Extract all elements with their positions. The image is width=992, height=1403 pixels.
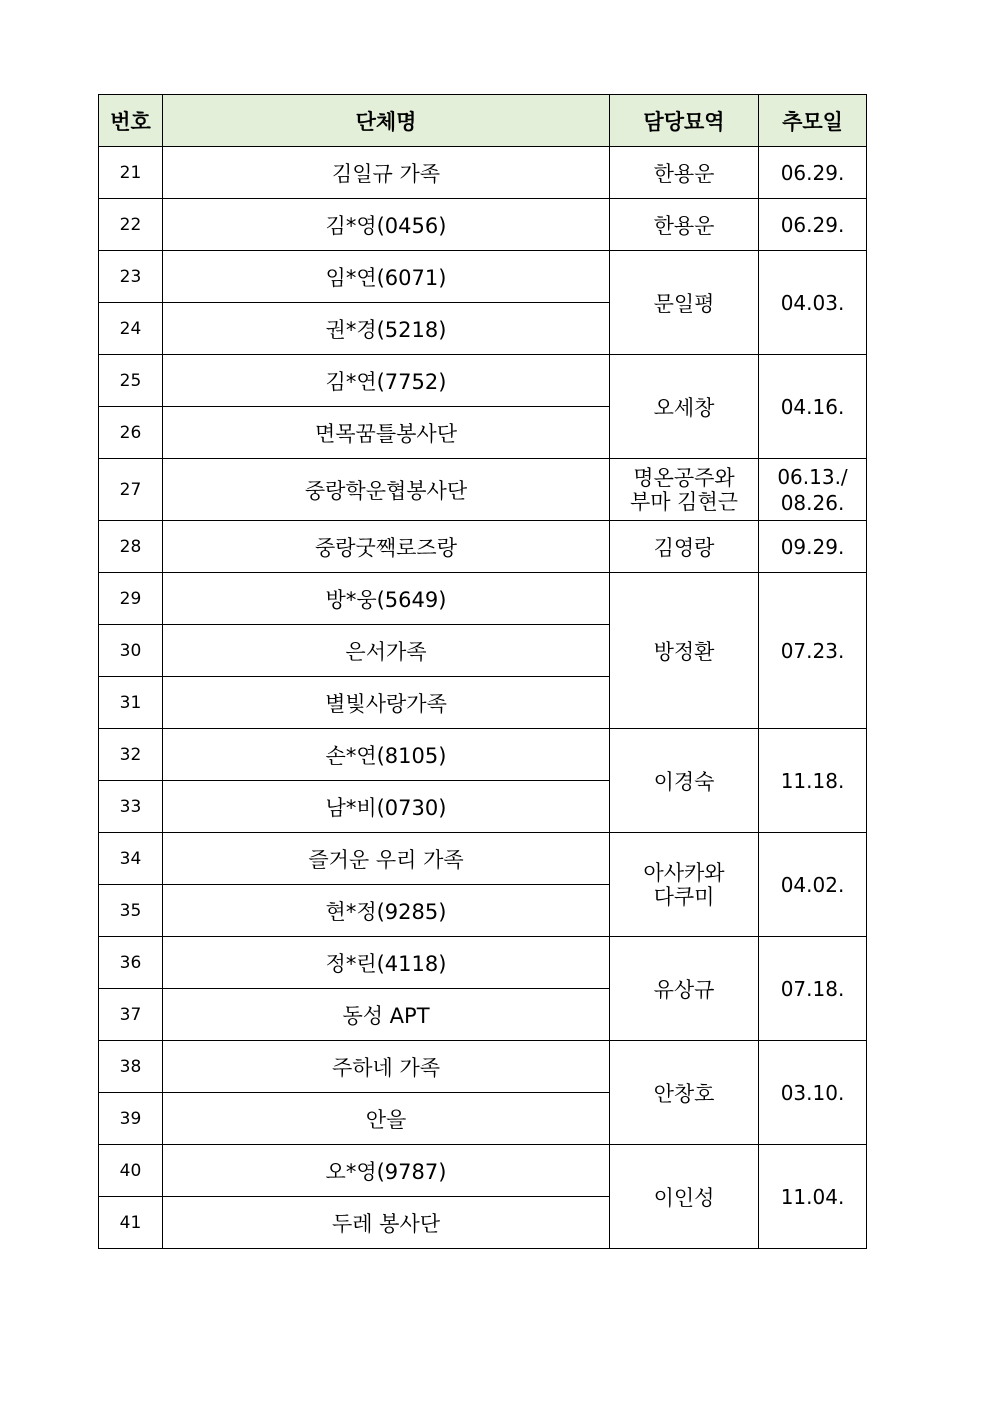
assigned-grave: 김영랑: [610, 521, 759, 573]
header-assigned-grave: 담당묘역: [610, 95, 759, 147]
group-name: 현*정(9285): [163, 885, 610, 937]
table-row: [99, 573, 867, 625]
memorial-date: [759, 459, 867, 521]
group-name: 은서가족: [163, 625, 610, 677]
row-number: 26: [99, 407, 163, 459]
group-name: 오*영(9787): [163, 1145, 610, 1197]
table-row: [99, 147, 867, 199]
assigned-grave-line: 부마 김현근: [629, 489, 739, 514]
assigned-grave: 문일평: [610, 251, 759, 355]
assigned-grave: 한용운: [610, 199, 759, 251]
memorial-date-line: 08.26.: [780, 490, 845, 515]
row-number: 30: [99, 625, 163, 677]
row-number: 37: [99, 989, 163, 1041]
memorial-date: 07.23.: [759, 573, 867, 729]
row-number: 41: [99, 1197, 163, 1249]
group-name: 김*영(0456): [163, 199, 610, 251]
group-name: 김*연(7752): [163, 355, 610, 407]
table-row: [99, 1145, 867, 1197]
row-number: 21: [99, 147, 163, 199]
row-number: 32: [99, 729, 163, 781]
memorial-roster-table: [98, 94, 867, 1249]
row-number: 31: [99, 677, 163, 729]
table-row: [99, 729, 867, 781]
header-number: 번호: [99, 95, 163, 147]
assigned-grave-line: 다쿠미: [653, 884, 715, 909]
table-row: [99, 521, 867, 573]
table-row: [99, 459, 867, 521]
group-name: 남*비(0730): [163, 781, 610, 833]
assigned-grave-line: 아사카와: [643, 860, 725, 885]
assigned-grave: [610, 459, 759, 521]
table-row: [99, 1041, 867, 1093]
row-number: 23: [99, 251, 163, 303]
group-name: 안을: [163, 1093, 610, 1145]
memorial-date: 03.10.: [759, 1041, 867, 1145]
row-number: 27: [99, 459, 163, 521]
assigned-grave: 이인성: [610, 1145, 759, 1249]
assigned-grave-line: 명온공주와: [633, 465, 735, 490]
group-name: 중랑학운협봉사단: [163, 459, 610, 521]
memorial-date: 09.29.: [759, 521, 867, 573]
header-memorial-date: 추모일: [759, 95, 867, 147]
group-name: 정*린(4118): [163, 937, 610, 989]
assigned-grave: 오세창: [610, 355, 759, 459]
memorial-date-line: 06.13./: [777, 464, 848, 489]
memorial-date: 11.18.: [759, 729, 867, 833]
group-name: 두레 봉사단: [163, 1197, 610, 1249]
assigned-grave: 유상규: [610, 937, 759, 1041]
assigned-grave: 안창호: [610, 1041, 759, 1145]
group-name: 손*연(8105): [163, 729, 610, 781]
memorial-date: 06.29.: [759, 147, 867, 199]
assigned-grave: [610, 833, 759, 937]
group-name: 김일규 가족: [163, 147, 610, 199]
header-group-name: 단체명: [163, 95, 610, 147]
memorial-date: 04.03.: [759, 251, 867, 355]
header-row: [99, 95, 867, 147]
memorial-date: 07.18.: [759, 937, 867, 1041]
row-number: 38: [99, 1041, 163, 1093]
table-row: [99, 199, 867, 251]
row-number: 33: [99, 781, 163, 833]
group-name: 임*연(6071): [163, 251, 610, 303]
row-number: 40: [99, 1145, 163, 1197]
row-number: 28: [99, 521, 163, 573]
group-name: 중랑굿짹로즈랑: [163, 521, 610, 573]
row-number: 29: [99, 573, 163, 625]
table-row: [99, 251, 867, 303]
table-row: [99, 355, 867, 407]
memorial-date: 06.29.: [759, 199, 867, 251]
group-name: 면목꿈틀봉사단: [163, 407, 610, 459]
table-row: [99, 937, 867, 989]
memorial-date: 04.16.: [759, 355, 867, 459]
row-number: 22: [99, 199, 163, 251]
row-number: 25: [99, 355, 163, 407]
group-name: 동성 APT: [163, 989, 610, 1041]
row-number: 24: [99, 303, 163, 355]
group-name: 별빛사랑가족: [163, 677, 610, 729]
group-name: 즐거운 우리 가족: [163, 833, 610, 885]
row-number: 39: [99, 1093, 163, 1145]
row-number: 35: [99, 885, 163, 937]
assigned-grave: 이경숙: [610, 729, 759, 833]
group-name: 권*경(5218): [163, 303, 610, 355]
memorial-date: 04.02.: [759, 833, 867, 937]
table-row: [99, 833, 867, 885]
memorial-date: 11.04.: [759, 1145, 867, 1249]
row-number: 34: [99, 833, 163, 885]
group-name: 주하네 가족: [163, 1041, 610, 1093]
assigned-grave: 한용운: [610, 147, 759, 199]
assigned-grave: 방정환: [610, 573, 759, 729]
group-name: 방*웅(5649): [163, 573, 610, 625]
row-number: 36: [99, 937, 163, 989]
